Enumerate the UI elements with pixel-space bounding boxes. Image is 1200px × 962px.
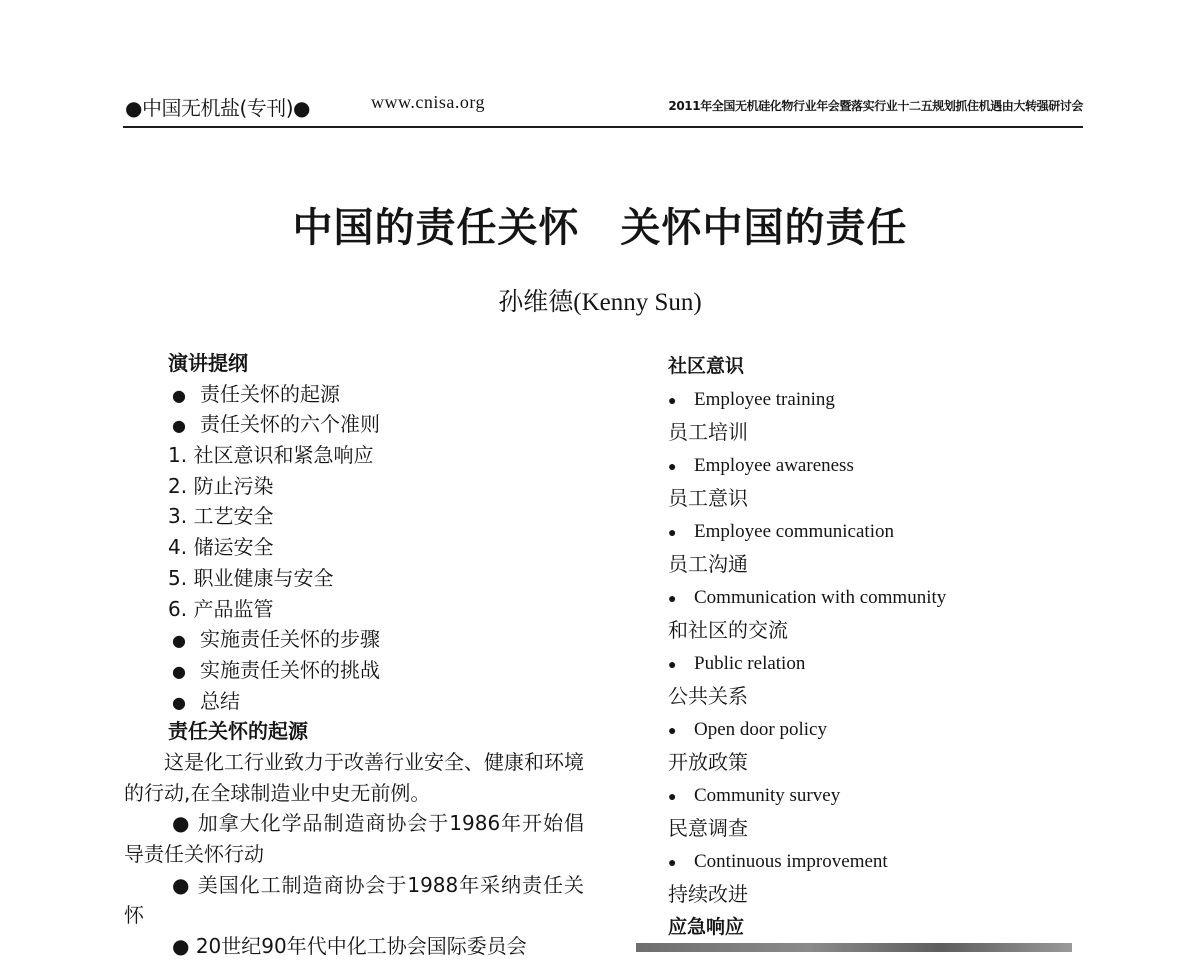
- conference-title: 2011年全国无机硅化物行业年会暨落实行业十二五规划抓住机遇由大转强研讨会: [668, 99, 1083, 113]
- item-chinese: 员工沟通: [668, 552, 748, 576]
- item-chinese: 员工意识: [668, 486, 748, 510]
- item-chinese: 持续改进: [668, 882, 748, 906]
- item-english: ● Open door policy: [668, 713, 1068, 746]
- bullet-icon: ●: [668, 460, 677, 475]
- origin-bullet-paragraph: ● 加拿大化学品制造商协会于1986年开始倡导责任关怀行动: [124, 811, 585, 867]
- bullet-icon: ●: [172, 692, 186, 712]
- community-heading: 社区意识: [668, 355, 745, 377]
- item-english: ● Public relation: [668, 647, 1068, 680]
- item-english: ● Continuous improvement: [668, 845, 1068, 878]
- outline-item: ● 实施责任关怀的步骤: [124, 624, 584, 655]
- outline-item: ● 责任关怀的起源: [124, 379, 584, 410]
- bullet-icon: ●: [172, 811, 191, 836]
- outline-heading: 演讲提纲: [168, 351, 248, 375]
- origin-paragraph: 这是化工行业致力于改善行业安全、健康和环境的行动,在全球制造业中史无前例。: [124, 749, 584, 805]
- article-author: 孙维德(Kenny Sun): [498, 289, 702, 316]
- outline-item: ● 实施责任关怀的挑战: [124, 655, 584, 686]
- outline-numbered-item: 1. 社区意识和紧急响应: [168, 443, 374, 468]
- origin-heading: 责任关怀的起源: [168, 719, 308, 744]
- bullet-icon: ●: [172, 934, 190, 959]
- origin-bullet-paragraph: ● 美国化工制造商协会于1988年采纳责任关怀: [124, 872, 585, 928]
- bullet-icon: ●: [172, 661, 186, 681]
- item-english: ● Employee awareness: [668, 449, 1068, 482]
- page-header: [123, 86, 1083, 128]
- item-chinese: 员工培训: [668, 420, 748, 444]
- bullet-icon: ●: [172, 631, 186, 651]
- bullet-icon: ●: [668, 526, 677, 541]
- bullet-icon: ●: [668, 394, 677, 409]
- item-english: ● Communication with community: [668, 581, 1068, 614]
- item-chinese: 公共关系: [668, 684, 748, 708]
- journal-name: ●中国无机盐(专刊)●: [125, 96, 311, 120]
- item-english: ● Employee communication: [668, 515, 1068, 548]
- outline-item: ● 总结: [124, 686, 584, 717]
- bullet-icon: ●: [668, 790, 677, 805]
- item-english: ● Community survey: [668, 779, 1068, 812]
- outline-numbered-item: 2. 防止污染: [168, 473, 274, 498]
- left-column: [124, 348, 584, 962]
- bullet-icon: ●: [172, 416, 186, 436]
- bullet-icon: ●: [668, 856, 677, 871]
- bullet-icon: ●: [668, 724, 677, 739]
- outline-numbered-item: 4. 储运安全: [168, 535, 274, 560]
- photo-fragment: [636, 943, 1072, 952]
- bullet-icon: ●: [172, 385, 186, 405]
- bullet-icon: ●: [172, 872, 191, 897]
- emergency-heading: 应急响应: [668, 916, 745, 938]
- outline-item: ● 责任关怀的六个准则: [124, 409, 584, 440]
- item-english: ● Employee training: [668, 383, 1068, 416]
- item-chinese: 和社区的交流: [668, 618, 788, 642]
- outline-numbered-item: 3. 工艺安全: [168, 504, 274, 529]
- right-column: [668, 350, 1068, 944]
- outline-numbered-item: 5. 职业健康与安全: [168, 565, 334, 590]
- journal-url: www.cnisa.org: [371, 92, 485, 112]
- outline-numbered-item: 6. 产品监管: [168, 596, 274, 621]
- bullet-icon: ●: [668, 658, 677, 673]
- item-chinese: 民意调查: [668, 816, 748, 840]
- origin-bullet-paragraph: ● 20世纪90年代中化工协会国际委员会: [172, 934, 527, 959]
- bullet-icon: ●: [668, 592, 677, 607]
- item-chinese: 开放政策: [668, 750, 748, 774]
- article-title: 中国的责任关怀 关怀中国的责任: [292, 205, 908, 251]
